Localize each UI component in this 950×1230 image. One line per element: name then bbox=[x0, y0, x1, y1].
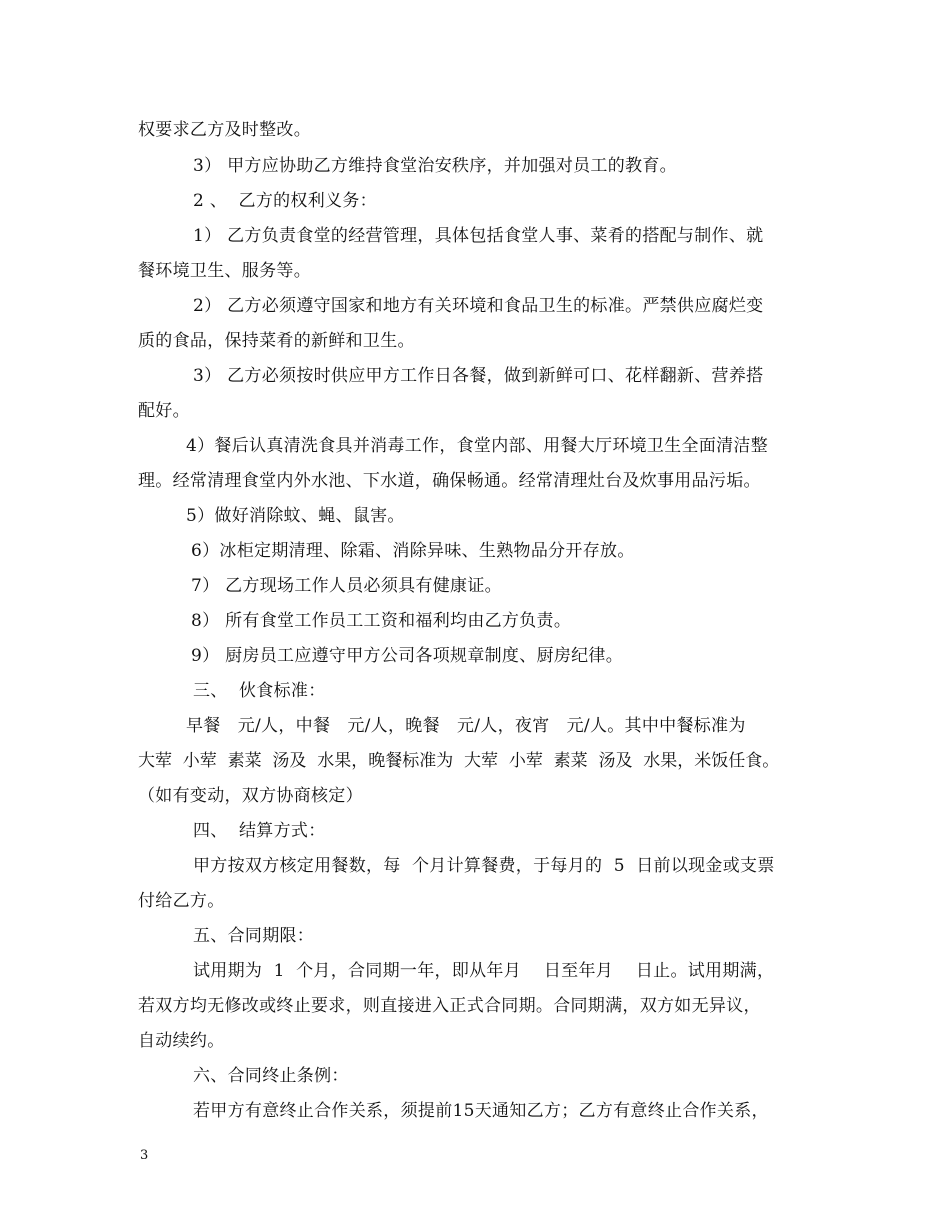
section-heading: 三、 伙食标准： bbox=[193, 681, 326, 701]
text-line: 若双方均无修改或终止要求，则直接进入正式合同期。合同期满，双方如无异议， bbox=[138, 996, 761, 1016]
text-line: 权要求乙方及时整改。 bbox=[138, 120, 311, 140]
section-heading: 四、 结算方式： bbox=[193, 821, 326, 841]
text-line: 若甲方有意终止合作关系，须提前15天通知乙方；乙方有意终止合作关系， bbox=[193, 1101, 769, 1121]
text-line: 3） 甲方应协助乙方维持食堂治安秩序，并加强对员工的教育。 bbox=[193, 156, 677, 176]
text-line: 配好。 bbox=[138, 401, 190, 421]
text-line: 自动续约。 bbox=[138, 1031, 225, 1051]
text-line: 大荤 小荤 素菜 汤及 水果，晚餐标准为 大荤 小荤 素菜 汤及 水果，米饭任食。 bbox=[138, 751, 780, 771]
text-line: 7） 乙方现场工作人员必须具有健康证。 bbox=[191, 576, 502, 596]
text-line: 试用期为 1 个月，合同期一年，即从年月 日至年月 日止。试用期满， bbox=[193, 961, 775, 981]
section-heading: 六、合同终止条例： bbox=[193, 1066, 349, 1086]
text-line: 8） 所有食堂工作员工工资和福利均由乙方负责。 bbox=[191, 611, 572, 631]
text-line: 质的食品，保持菜肴的新鲜和卫生。 bbox=[138, 331, 415, 351]
page-number: 3 bbox=[140, 1148, 149, 1163]
text-line: 理。经常清理食堂内外水池、下水道，确保畅通。经常清理灶台及炊事用品污垢。 bbox=[138, 471, 761, 491]
text-line: 3） 乙方必须按时供应甲方工作日各餐，做到新鲜可口、花样翻新、营养搭 bbox=[193, 366, 764, 386]
text-line: 2） 乙方必须遵守国家和地方有关环境和食品卫生的标准。严禁供应腐烂变 bbox=[193, 296, 764, 316]
text-line: 6）冰柜定期清理、除霜、消除异味、生熟物品分开存放。 bbox=[191, 541, 635, 561]
text-line: 甲方按双方核定用餐数，每 个月计算餐费，于每月的 5 日前以现金或支票 bbox=[193, 856, 775, 876]
text-line: 付给乙方。 bbox=[138, 891, 225, 911]
text-line: （如有变动，双方协商核定） bbox=[138, 786, 363, 806]
section-heading: 2 、 乙方的权利义务： bbox=[193, 191, 377, 211]
text-line: 早餐 元/人，中餐 元/人，晚餐 元/人，夜宵 元/人。其中中餐标准为 bbox=[186, 716, 746, 736]
text-line: 9） 厨房员工应遵守甲方公司各项规章制度、厨房纪律。 bbox=[191, 646, 624, 666]
text-line: 5）做好消除蚊、蝇、鼠害。 bbox=[186, 506, 405, 526]
text-line: 1） 乙方负责食堂的经营管理，具体包括食堂人事、菜肴的搭配与制作、就 bbox=[193, 226, 764, 246]
section-heading: 五、合同期限： bbox=[193, 926, 315, 946]
text-line: 餐环境卫生、服务等。 bbox=[138, 261, 311, 281]
text-line: 4）餐后认真清洗食具并消毒工作，食堂内部、用餐大厅环境卫生全面清洁整 bbox=[186, 436, 769, 456]
